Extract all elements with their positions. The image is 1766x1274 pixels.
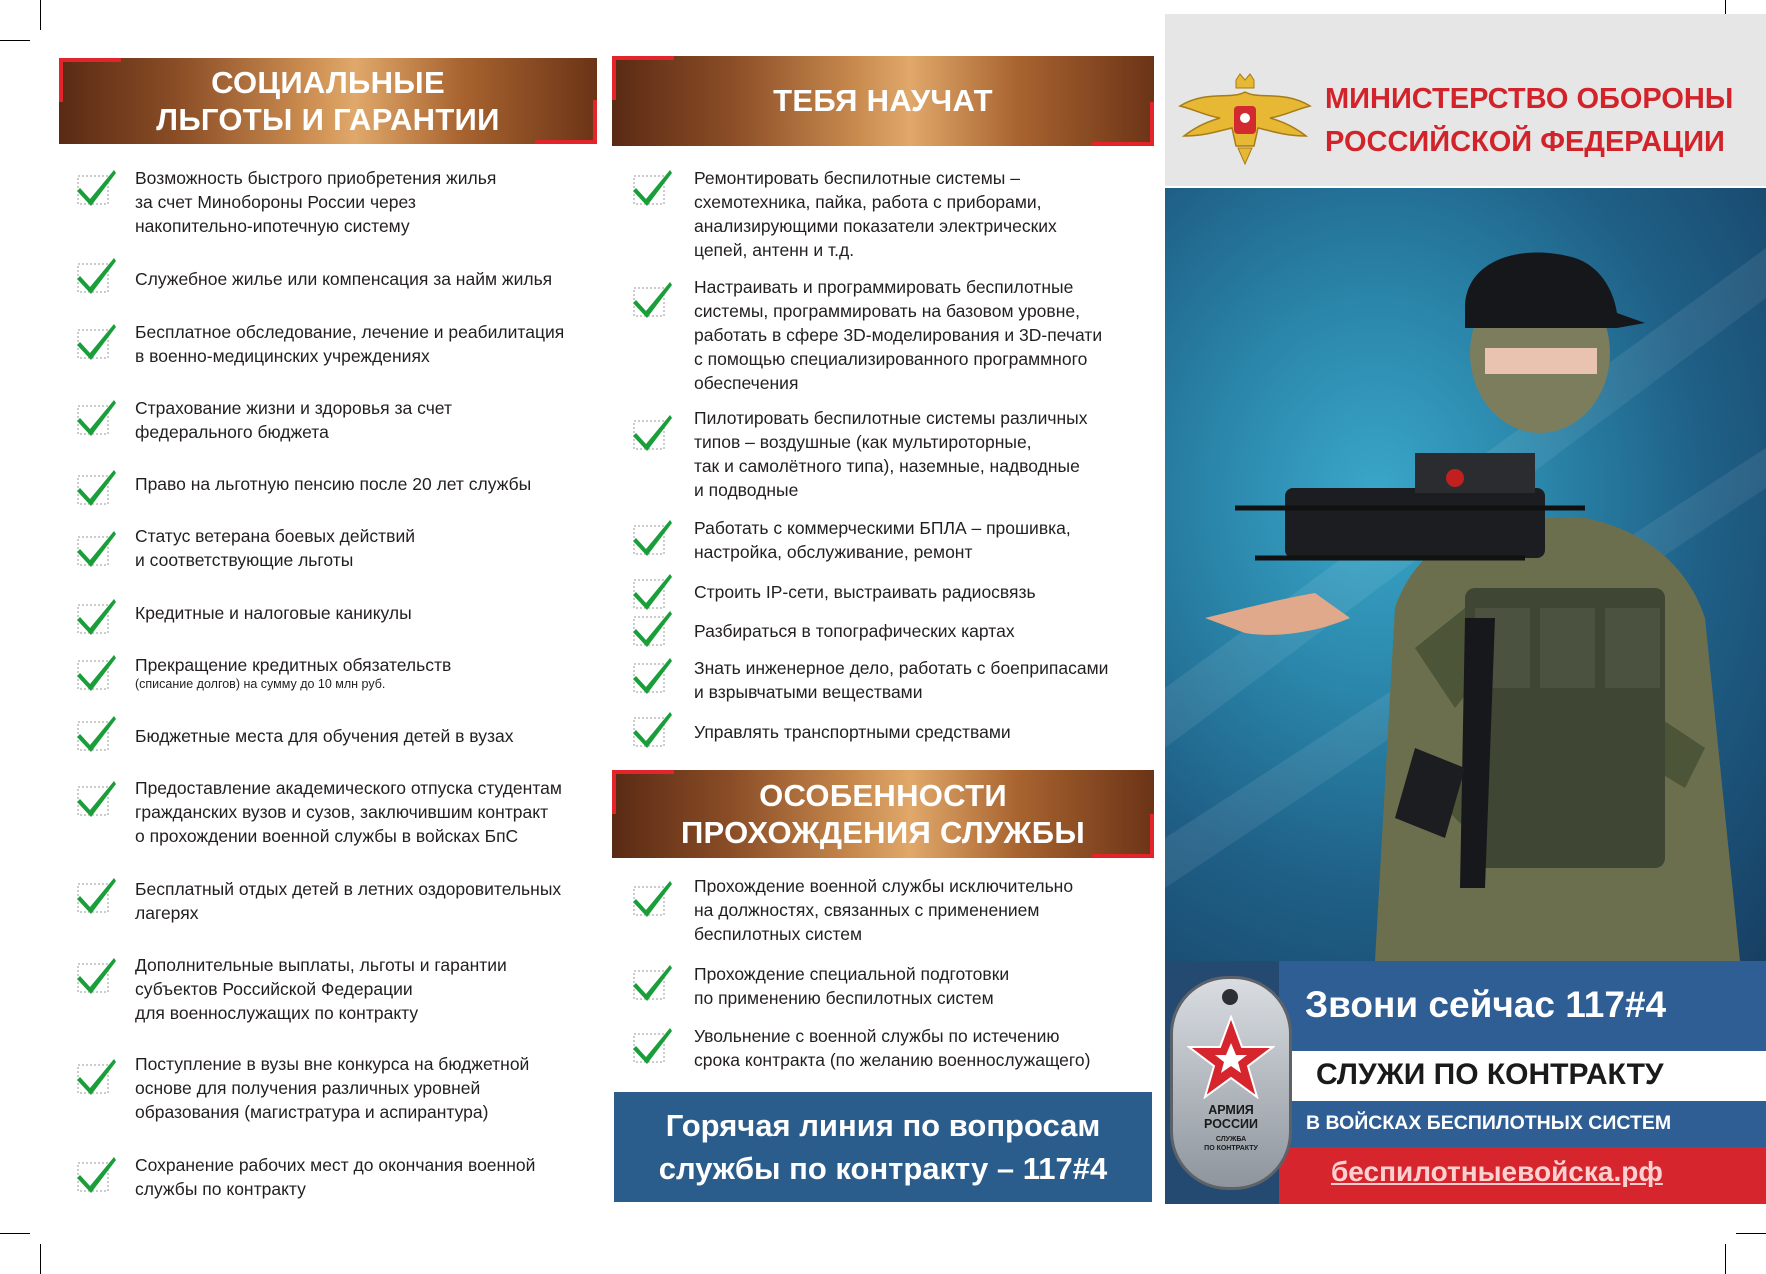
training-item <box>694 580 1036 604</box>
benefit-item <box>135 877 561 925</box>
check-icon <box>74 651 118 691</box>
benefit-item <box>135 776 562 848</box>
check-icon <box>74 595 118 635</box>
benefit-text: Бесплатное обследование, лечение и реабилитация <box>135 322 565 342</box>
benefit-text: для военнослужащих по контракту <box>135 1003 419 1023</box>
training-text: Разбираться в топографических картах <box>694 621 1015 641</box>
benefit-item <box>135 524 415 572</box>
header-accent <box>612 770 616 814</box>
training-item <box>694 516 1071 564</box>
check-icon <box>74 1055 118 1095</box>
check-icon <box>630 708 674 748</box>
header-accent <box>612 770 674 774</box>
check-icon <box>630 607 674 647</box>
check-icon <box>630 570 674 610</box>
check-icon <box>630 654 674 694</box>
check-icon <box>74 396 118 436</box>
service-feature-text: беспилотных систем <box>694 924 863 944</box>
benefits-title-line1: СОЦИАЛЬНЫЕ <box>211 64 445 100</box>
benefit-text: Страхование жизни и здоровья за счет <box>135 398 452 418</box>
header-accent <box>1150 102 1154 146</box>
benefit-text: основе для получения различных уровней <box>135 1078 481 1098</box>
training-text: обеспечения <box>694 373 799 393</box>
check-icon <box>630 1024 674 1064</box>
training-text: Настраивать и программировать беспилотные <box>694 277 1074 297</box>
soldier-illustration <box>1165 188 1766 961</box>
benefit-item <box>135 267 552 291</box>
benefit-text: лагерях <box>135 903 199 923</box>
serve-contract-text: СЛУЖИ ПО КОНТРАКТУ <box>1316 1058 1664 1091</box>
benefit-text: накопительно-ипотечную систему <box>135 216 410 236</box>
check-icon <box>74 166 118 206</box>
header-accent <box>59 58 63 102</box>
training-text: анализирующими показатели электрических <box>694 216 1057 236</box>
check-icon <box>74 320 118 360</box>
training-text: и взрывчатыми веществами <box>694 682 923 702</box>
check-icon <box>630 166 674 206</box>
header-accent <box>1092 854 1154 858</box>
benefit-text: субъектов Российской Федерации <box>135 979 413 999</box>
check-icon <box>630 516 674 556</box>
benefit-text: Возможность быстрого приобретения жилья <box>135 168 497 188</box>
service-feature-text: по применению беспилотных систем <box>694 988 994 1008</box>
benefit-text: и соответствующие льготы <box>135 550 354 570</box>
training-text: работать в сфере 3D-моделирования и 3D-печати <box>694 325 1103 345</box>
hotline-line1: Горячая линия по вопросам <box>665 1108 1101 1143</box>
benefit-text: службы по контракту <box>135 1179 306 1199</box>
training-title: ТЕБЯ НАУЧАТ <box>773 83 993 119</box>
check-icon <box>74 254 118 294</box>
benefit-item <box>135 1052 529 1124</box>
benefit-text: Право на льготную пенсию после 20 лет службы <box>135 474 532 494</box>
crop-mark <box>0 1233 30 1234</box>
header-accent <box>1092 142 1154 146</box>
check-icon <box>630 411 674 451</box>
training-item <box>694 619 1015 643</box>
benefit-item <box>135 653 451 691</box>
crop-mark <box>40 1244 41 1274</box>
ministry-line2: РОССИЙСКОЙ ФЕДЕРАЦИИ <box>1325 126 1725 158</box>
header-accent <box>535 140 597 144</box>
header-accent <box>1150 814 1154 858</box>
training-text: и подводные <box>694 480 799 500</box>
benefit-item <box>135 724 513 748</box>
crop-mark <box>1736 1233 1766 1234</box>
check-icon <box>74 466 118 506</box>
benefit-item <box>135 396 452 444</box>
hotline-banner <box>614 1092 1152 1202</box>
benefit-text: образования (магистратура и аспирантура) <box>135 1102 489 1122</box>
army-dogtag <box>1170 976 1292 1190</box>
service-features-header <box>612 770 1154 858</box>
benefit-text: Бесплатный отдых детей в летних оздоровительных <box>135 879 562 899</box>
service-feature-text: Увольнение с военной службы по истечению <box>694 1026 1060 1046</box>
training-text: системы, программировать на базовом уровне, <box>694 301 1080 321</box>
service-features-title-line1: ОСОБЕННОСТИ <box>759 777 1007 813</box>
benefit-text: за счет Минобороны России через <box>135 192 416 212</box>
training-text: типов – воздушные (как мультироторные, <box>694 432 1032 452</box>
uav-forces-text: В ВОЙСКАХ БЕСПИЛОТНЫХ СИСТЕМ <box>1306 1112 1672 1134</box>
benefit-text: федерального бюджета <box>135 422 329 442</box>
benefit-text: в военно-медицинских учреждениях <box>135 346 430 366</box>
training-text: цепей, антенн и т.д. <box>694 240 855 260</box>
benefit-text: Бюджетные места для обучения детей в вузах <box>135 726 514 746</box>
service-feature-text: Прохождение специальной подготовки <box>694 964 1010 984</box>
training-text: Строить IP-сети, выстраивать радиосвязь <box>694 582 1036 602</box>
dogtag-hole <box>1222 989 1238 1005</box>
training-text: Работать с коммерческими БПЛА – прошивка, <box>694 518 1071 538</box>
crop-mark <box>0 40 30 41</box>
check-icon <box>630 877 674 917</box>
crop-mark <box>40 0 41 30</box>
training-item <box>694 720 1011 744</box>
benefits-title-line2: ЛЬГОТЫ И ГАРАНТИИ <box>156 102 500 137</box>
check-icon <box>74 1153 118 1193</box>
benefit-text: Дополнительные выплаты, льготы и гарантии <box>135 955 507 975</box>
benefit-text: Статус ветерана боевых действий <box>135 526 416 546</box>
check-icon <box>74 527 118 567</box>
check-icon <box>74 712 118 752</box>
benefit-text: Служебное жилье или компенсация за найм жилья <box>135 269 553 289</box>
benefit-text: Кредитные и налоговые каникулы <box>135 603 412 623</box>
benefit-item <box>135 166 496 238</box>
training-text: так и самолётного типа), наземные, надводные <box>694 456 1080 476</box>
training-text: с помощью специализированного программного <box>694 349 1088 369</box>
benefit-text: Сохранение рабочих мест до окончания военной <box>135 1155 536 1175</box>
header-accent <box>612 56 616 100</box>
service-feature-item <box>694 1024 1090 1072</box>
dogtag-service: СЛУЖБА <box>1215 1136 1247 1143</box>
training-item <box>694 406 1087 502</box>
training-item <box>694 275 1102 395</box>
benefit-note: (списание долгов) на сумму до 10 млн руб. <box>135 677 386 691</box>
check-icon <box>630 278 674 318</box>
header-accent <box>612 56 674 60</box>
check-icon <box>74 777 118 817</box>
benefit-item <box>135 472 531 496</box>
benefit-text: о прохождении военной службы в войсках БпС <box>135 826 519 846</box>
call-now-text: Звони сейчас 117#4 <box>1305 984 1667 1025</box>
hotline-line2: службы по контракту – 117#4 <box>658 1151 1108 1186</box>
website-link[interactable]: беспилотныевойска.рф <box>1331 1156 1663 1187</box>
dogtag-russia: РОССИИ <box>1204 1117 1258 1131</box>
check-icon <box>630 961 674 1001</box>
training-text: Ремонтировать беспилотные системы – <box>694 168 1020 188</box>
service-feature-text: срока контракта (по желанию военнослужащего) <box>694 1050 1091 1070</box>
red-star-icon <box>1187 1015 1275 1099</box>
service-feature-text: Прохождение военной службы исключительно <box>694 876 1074 896</box>
training-text: схемотехника, пайка, работа с приборами, <box>694 192 1042 212</box>
soldier-with-drone-photo <box>1165 188 1766 961</box>
header-accent <box>59 58 121 62</box>
dogtag-army: АРМИЯ <box>1208 1103 1254 1117</box>
dogtag-text <box>1173 1103 1289 1153</box>
benefit-item <box>135 1153 535 1201</box>
training-text: настройка, обслуживание, ремонт <box>694 542 973 562</box>
benefit-item <box>135 601 412 625</box>
training-header <box>612 56 1154 146</box>
training-text: Управлять транспортными средствами <box>694 722 1011 742</box>
ministry-line1: МИНИСТЕРСТВО ОБОРОНЫ <box>1325 83 1734 115</box>
training-text: Знать инженерное дело, работать с боеприпасами <box>694 658 1109 678</box>
service-features-title-line2: ПРОХОЖДЕНИЯ СЛУЖБЫ <box>680 815 1086 850</box>
benefit-text: гражданских вузов и сузов, заключившим контракт <box>135 802 549 822</box>
benefit-item <box>135 953 507 1025</box>
check-icon <box>74 874 118 914</box>
service-feature-text: на должностях, связанных с применением <box>694 900 1040 920</box>
service-feature-item <box>694 962 1009 1010</box>
eagle-emblem-icon <box>1176 70 1314 168</box>
benefit-text: Прекращение кредитных обязательств <box>135 655 452 675</box>
benefit-text: Поступление в вузы вне конкурса на бюджетной <box>135 1054 530 1074</box>
crop-mark <box>1725 1244 1726 1274</box>
service-feature-item <box>694 874 1073 946</box>
dogtag-contract: ПО КОНТРАКТУ <box>1204 1145 1258 1152</box>
training-item <box>694 656 1108 704</box>
benefit-text: Предоставление академического отпуска студентам <box>135 778 562 798</box>
check-icon <box>74 954 118 994</box>
header-accent <box>593 100 597 144</box>
ministry-title <box>1325 78 1733 164</box>
training-item <box>694 166 1057 262</box>
benefits-header <box>59 58 597 144</box>
training-text: Пилотировать беспилотные системы различных <box>694 408 1088 428</box>
benefit-item <box>135 320 564 368</box>
